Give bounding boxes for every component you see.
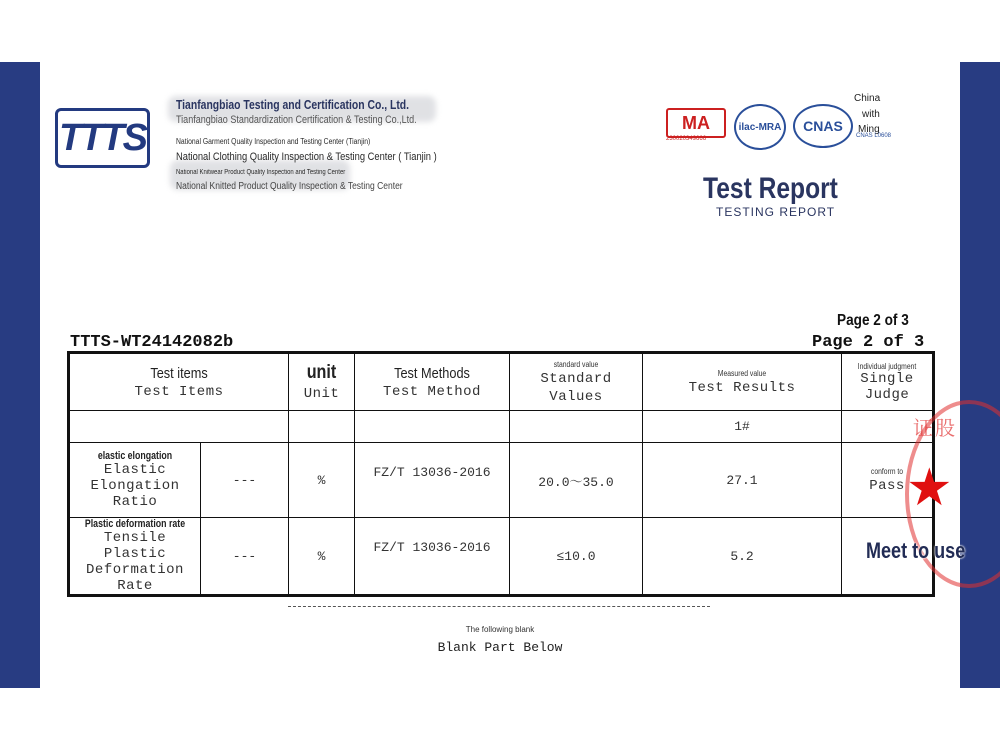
header-standard-values: standard value Standard Values [510, 353, 643, 411]
org-name-line: National Knitwear Product Quality Inspection and Testing Center [176, 169, 346, 176]
header-test-results: Measured value Test Results [643, 353, 842, 411]
report-number: TTTS-WT24142082b [70, 333, 234, 352]
page-indicator-mono: Page 2 of 3 [812, 333, 925, 352]
row-judge: conform to Pass [842, 443, 934, 518]
table-header-row [69, 353, 934, 411]
row-result: 5.2 [643, 518, 842, 596]
org-name-line: National Knitted Product Quality Inspection & Testing Center [176, 181, 403, 192]
row-sub-item: --- [201, 443, 289, 518]
cma-badge-icon: MA [666, 108, 726, 138]
sample-row [69, 411, 934, 443]
row-method: FZ/T 13036-2016 [355, 443, 510, 518]
page-indicator: Page 2 of 3 [837, 312, 909, 329]
row-test-item: elastic elongation Elastic Elongation Ratio [69, 443, 201, 518]
header-unit: unit Unit [289, 353, 355, 411]
row-standard: ≤10.0 [510, 518, 643, 596]
meet-to-use-overlay: Meet to use [866, 538, 966, 563]
test-results-table [67, 351, 935, 597]
table-row [69, 443, 934, 518]
org-name-line: National Garment Quality Inspection and Testing Center (Tianjin) [176, 137, 371, 146]
org-name-line: Tianfangbiao Standardization Certification & Testing Co.,Ltd. [176, 114, 417, 126]
blank-divider [288, 606, 710, 607]
org-name-line: National Clothing Quality Inspection & Testing Center ( Tianjin ) [176, 151, 437, 163]
row-unit: % [289, 443, 355, 518]
report-subtitle: TESTING REPORT [716, 205, 836, 219]
logo-text: TTTS [59, 116, 146, 159]
row-standard: 20.0～35.0 [510, 443, 643, 518]
table-row [69, 518, 934, 596]
blank-note: Blank Part Below [437, 640, 563, 655]
cnas-side-text: China [854, 93, 881, 104]
header-single-judge: Individual judgment Single Judge [842, 353, 934, 411]
row-test-item: Plastic deformation rate Tensile Plastic Deformation Rate [69, 518, 201, 596]
ilac-mra-badge-icon: ilac-MRA [734, 104, 786, 150]
cma-number: 230020349666 [666, 136, 707, 142]
blank-note-small: The following blank [465, 625, 535, 634]
ttts-logo [55, 108, 150, 168]
cnas-badge-icon: CNAS [793, 104, 853, 148]
header-test-method: Test Methods Test Method [355, 353, 510, 411]
row-unit: % [289, 518, 355, 596]
seal-text: 证股 [913, 418, 957, 440]
sample-label: 1# [643, 411, 842, 443]
org-name-line: Tianfangbiao Testing and Certification Co., Ltd. [176, 97, 410, 112]
row-method: FZ/T 13036-2016 [355, 518, 510, 596]
report-title: Test Report [703, 172, 838, 205]
header-test-items: Test items Test Items [69, 353, 289, 411]
row-sub-item: --- [201, 518, 289, 596]
cnas-side-text: with [862, 109, 880, 120]
cnas-code: CNAS L0608 [856, 133, 892, 139]
star-icon: ★ [906, 459, 953, 517]
row-result: 27.1 [643, 443, 842, 518]
cnas-side-text: Ming [858, 124, 880, 135]
